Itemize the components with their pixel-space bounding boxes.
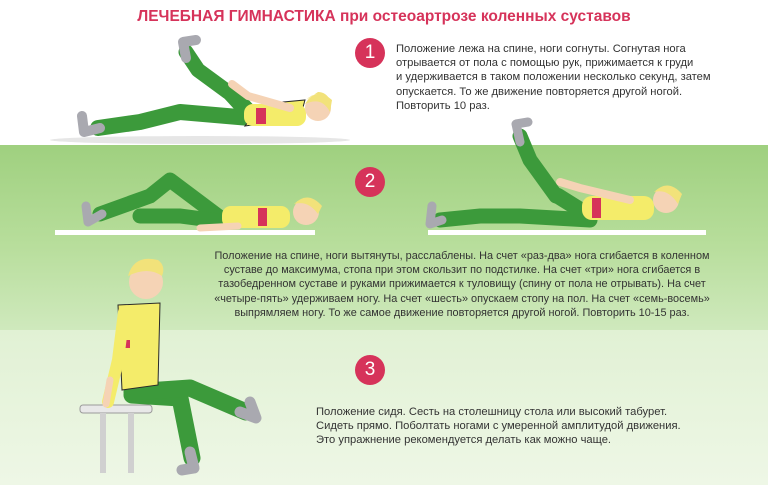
exercise-1-number-badge: 1 [355, 38, 385, 68]
description-line: отрывается от пола с помощью рук, прижимается к груди [396, 57, 694, 70]
description-line: суставе до максимума, стопа при этом скользит по подстилке. На счет «три» нога сгибается в [223, 264, 701, 277]
description-line: опускается. То же движение повторяется другой ногой. [396, 85, 683, 98]
description-line: Положение на спине, ноги вытянуты, расслаблены. На счет «раз-два» нога сгибается в коленном [214, 250, 710, 262]
exercise-2-number-badge: 2 [355, 167, 385, 197]
description-line: выпрямляем ногу. То же самое движение повторяется другой ногой. Повторить 10-15 раз. [234, 306, 690, 319]
page-title: ЛЕЧЕБНАЯ ГИМНАСТИКА при остеоартрозе коленных суставов [137, 8, 631, 25]
description-line: «четыре-пять» удерживаем ногу. На счет «шесть» опускаем стопу на пол. На счет «семь-восемь» [214, 292, 710, 305]
description-line: Положение сидя. Сесть на столешницу стола или высокий табурет. [316, 406, 668, 418]
description-line: Положение лежа на спине, ноги согнуты. Согнутая нога [396, 43, 686, 55]
description-line: и удерживается в таком положении несколько секунд, затем [396, 71, 711, 84]
exercise-2a-figure [55, 180, 322, 235]
exercise-2-description [196, 249, 728, 320]
description-line: Сидеть прямо. Поболтать ногами с умеренной амплитудой движения. [316, 420, 681, 433]
exercise-1-description [396, 42, 711, 113]
exercise-3-number-badge: 3 [355, 355, 385, 385]
description-line: Повторить 10 раз. [396, 99, 490, 112]
exercise-1-figure [50, 40, 350, 144]
exercise-2b-figure [428, 122, 706, 235]
description-line: Это упражнение рекомендуется делать как можно чаще. [316, 434, 612, 447]
exercise-3-description [316, 405, 681, 448]
description-line: тазобедренном суставе и руками прижимается к туловищу (спину от пола не отрывать). На счет [218, 278, 706, 291]
